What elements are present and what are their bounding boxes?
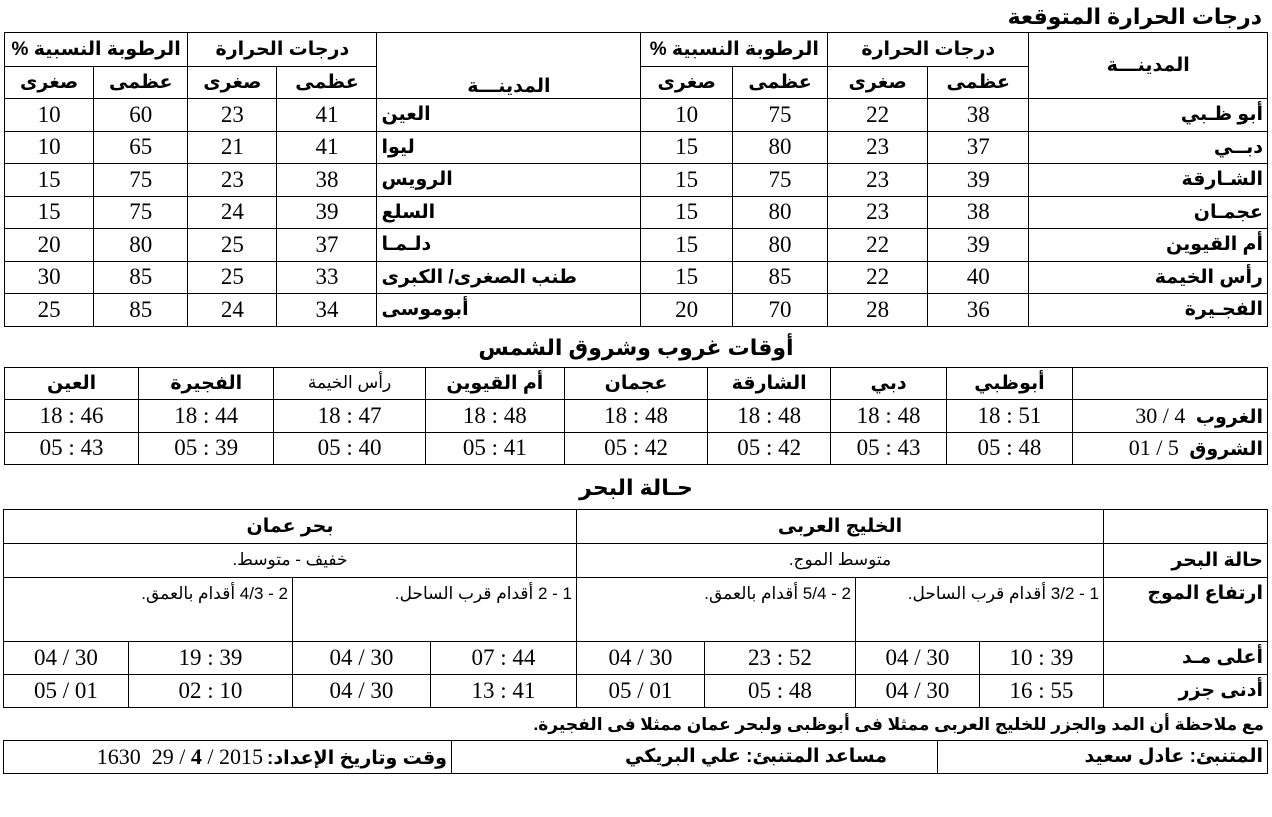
humidity-min: 15 (641, 261, 733, 294)
sun-city-header: أبوظبي (946, 367, 1072, 399)
city-name: دبــي (1029, 131, 1268, 164)
hdr-temp-left: درجات الحرارة (188, 33, 377, 67)
humidity-min: 20 (5, 229, 94, 262)
high-tide-date: 04 / 30 (856, 641, 980, 674)
sunrise-time: 05 : 39 (139, 432, 274, 464)
high-tide-time: 19 : 39 (129, 641, 293, 674)
sunrise-time: 05 : 43 (831, 432, 947, 464)
humidity-max: 80 (732, 131, 827, 164)
city-name: ليوا (377, 131, 641, 164)
hdr-hmin-left: صغرى (5, 67, 94, 99)
hdr-hum-left: الرطوبة النسبية % (5, 33, 188, 67)
humidity-min: 15 (641, 229, 733, 262)
temp-min: 22 (828, 229, 928, 262)
sunset-time: 18 : 48 (564, 399, 707, 432)
humidity-min: 10 (641, 99, 733, 132)
sun-corner (1072, 367, 1267, 399)
humidity-min: 15 (5, 196, 94, 229)
sea-table (3, 509, 1268, 708)
gulf-wave-deep: 2 - 5/4 أقدام بالعمق. (577, 577, 856, 641)
forecast-row (5, 164, 1268, 197)
sunset-time: 18 : 48 (425, 399, 564, 432)
sun-city-header: الشارقة (708, 367, 831, 399)
city-name: السلع (377, 196, 641, 229)
temp-max: 41 (277, 131, 377, 164)
humidity-max: 80 (732, 196, 827, 229)
wave-label: ارتفاع الموج (1104, 577, 1268, 641)
sunset-time: 18 : 47 (274, 399, 425, 432)
oman-wave-near: 1 - 2 أقدام قرب الساحل. (293, 577, 577, 641)
sun-city-header: عجمان (564, 367, 707, 399)
city-name: أبو ظـبي (1029, 99, 1268, 132)
sun-city-header: العين (5, 367, 139, 399)
sea-corner (1104, 509, 1268, 543)
gulf-state: متوسط الموج. (577, 543, 1104, 577)
hdr-city-right: المدينـــة (1029, 33, 1268, 99)
humidity-min: 15 (641, 164, 733, 197)
sunset-label-cell (1072, 399, 1267, 432)
humidity-max: 75 (94, 196, 188, 229)
temp-max: 37 (928, 131, 1029, 164)
tide-note: مع ملاحظة أن المد والجزر للخليج العربى ممثلا فى أبوظبى ولبحر عمان ممثلا فى الفجيرة. (533, 714, 1264, 734)
temp-max: 40 (928, 261, 1029, 294)
high-tide-date: 04 / 30 (293, 641, 431, 674)
low-tide-time: 05 : 48 (705, 674, 856, 707)
sun-city-header: رأس الخيمة (274, 367, 425, 399)
city-name: أبوموسى (377, 294, 641, 327)
hdr-tmin-right: صغرى (828, 67, 928, 99)
prep-cell (4, 740, 452, 773)
hdr-hmax-right: عظمى (732, 67, 827, 99)
temp-max: 38 (928, 196, 1029, 229)
forecast-table (4, 32, 1268, 327)
humidity-min: 15 (641, 196, 733, 229)
low-tide-date: 04 / 30 (293, 674, 431, 707)
prep-label: وقت وتاريخ الإعداد: (267, 747, 447, 769)
forecast-row (5, 261, 1268, 294)
forecast-row (5, 294, 1268, 327)
temp-max: 38 (928, 99, 1029, 132)
low-tide-date: 05 / 01 (4, 674, 129, 707)
footer-table (3, 740, 1268, 774)
hdr-tmax-right: عظمى (928, 67, 1029, 99)
sunset-time: 18 : 48 (708, 399, 831, 432)
sea-oman-header: بحر عمان (4, 509, 577, 543)
city-name: عجمـان (1029, 196, 1268, 229)
low-tide-date: 04 / 30 (856, 674, 980, 707)
high-tide-date: 04 / 30 (4, 641, 129, 674)
humidity-max: 75 (732, 99, 827, 132)
hdr-hmin-right: صغرى (641, 67, 733, 99)
forecast-row (5, 131, 1268, 164)
city-name: الشـارقة (1029, 164, 1268, 197)
humidity-min: 10 (5, 99, 94, 132)
temp-max: 33 (277, 261, 377, 294)
city-name: رأس الخيمة (1029, 261, 1268, 294)
temp-max: 37 (277, 229, 377, 262)
assistant-forecaster: مساعد المتنبئ: علي البريكي (452, 740, 938, 773)
humidity-max: 75 (94, 164, 188, 197)
humidity-max: 80 (732, 229, 827, 262)
gulf-wave-near: 1 - 3/2 أقدام قرب الساحل. (856, 577, 1104, 641)
forecast-row (5, 229, 1268, 262)
temp-max: 39 (928, 164, 1029, 197)
oman-wave-deep: 2 - 4/3 أقدام بالعمق. (4, 577, 293, 641)
temp-min: 28 (828, 294, 928, 327)
low-tide-time: 16 : 55 (980, 674, 1104, 707)
sun-city-header: دبي (831, 367, 947, 399)
temp-min: 22 (828, 261, 928, 294)
high-tide-date: 04 / 30 (577, 641, 705, 674)
hdr-tmin-left: صغرى (188, 67, 277, 99)
prep-year: 2015 (219, 743, 264, 769)
sea-title: حـالة البحر (579, 474, 693, 500)
sunrise-label: الشروق (1189, 439, 1263, 460)
hdr-temp-right: درجات الحرارة (828, 33, 1029, 67)
sunrise-time: 05 : 42 (708, 432, 831, 464)
temp-max: 39 (277, 196, 377, 229)
sun-table (4, 367, 1268, 465)
high-tide-time: 07 : 44 (431, 641, 577, 674)
humidity-max: 85 (94, 294, 188, 327)
forecast-title: درجات الحرارة المتوقعة (1007, 4, 1262, 29)
prep-time: 1630 (96, 743, 141, 769)
humidity-max: 85 (94, 261, 188, 294)
sunset-time: 18 : 51 (946, 399, 1072, 432)
temp-max: 34 (277, 294, 377, 327)
humidity-min: 20 (641, 294, 733, 327)
hdr-city-left: المدينـــة (377, 33, 641, 99)
low-tide-label: أدنى جزر (1104, 674, 1268, 707)
sunset-time: 18 : 48 (831, 399, 947, 432)
humidity-max: 70 (732, 294, 827, 327)
high-tide-time: 23 : 52 (705, 641, 856, 674)
hdr-tmax-left: عظمى (277, 67, 377, 99)
temp-max: 38 (277, 164, 377, 197)
humidity-max: 75 (732, 164, 827, 197)
high-tide-time: 10 : 39 (980, 641, 1104, 674)
sunset-time: 18 : 44 (139, 399, 274, 432)
city-name: دلـمـا (377, 229, 641, 262)
temp-min: 23 (828, 196, 928, 229)
humidity-max: 65 (94, 131, 188, 164)
humidity-min: 10 (5, 131, 94, 164)
sunrise-time: 05 : 42 (564, 432, 707, 464)
sunset-label: الغروب (1195, 406, 1263, 428)
sunrise-time: 05 : 43 (5, 432, 139, 464)
temp-min: 23 (828, 131, 928, 164)
hdr-hmax-left: عظمى (94, 67, 188, 99)
temp-max: 36 (928, 294, 1029, 327)
forecast-row (5, 99, 1268, 132)
humidity-min: 15 (5, 164, 94, 197)
temp-max: 39 (928, 229, 1029, 262)
forecaster: المتنبئ: عادل سعيد (938, 740, 1268, 773)
hdr-hum-right: الرطوبة النسبية % (641, 33, 828, 67)
temp-min: 21 (188, 131, 277, 164)
city-name: الفجـيرة (1029, 294, 1268, 327)
sea-state-label: حالة البحر (1104, 543, 1268, 577)
sun-title: أوقات غروب وشروق الشمس (478, 334, 794, 360)
forecast-row (5, 196, 1268, 229)
temp-min: 23 (828, 164, 928, 197)
sunset-date: 30 / 4 (1135, 402, 1186, 428)
sunset-time: 18 : 46 (5, 399, 139, 432)
humidity-min: 30 (5, 261, 94, 294)
prep-month: 4 (190, 743, 202, 769)
temp-min: 22 (828, 99, 928, 132)
humidity-max: 60 (94, 99, 188, 132)
city-name: أم القيوين (1029, 229, 1268, 262)
sunrise-time: 05 : 48 (946, 432, 1072, 464)
sun-city-header: أم القيوين (425, 367, 564, 399)
sunrise-label-cell (1072, 432, 1267, 464)
humidity-min: 15 (641, 131, 733, 164)
prep-day: 29 (151, 743, 174, 769)
temp-min: 24 (188, 294, 277, 327)
sun-city-header: الفجيرة (139, 367, 274, 399)
temp-min: 25 (188, 229, 277, 262)
low-tide-date: 05 / 01 (577, 674, 705, 707)
temp-min: 25 (188, 261, 277, 294)
humidity-max: 80 (94, 229, 188, 262)
low-tide-time: 02 : 10 (129, 674, 293, 707)
sea-gulf-header: الخليج العربى (577, 509, 1104, 543)
city-name: الرويس (377, 164, 641, 197)
prep-datetime: 1630 29 / 4 / 2015 (96, 743, 264, 769)
sunrise-time: 05 : 40 (274, 432, 425, 464)
oman-state: خفيف - متوسط. (4, 543, 577, 577)
city-name: طنب الصغرى/ الكبرى (377, 261, 641, 294)
temp-max: 41 (277, 99, 377, 132)
high-tide-label: أعلى مـد (1104, 641, 1268, 674)
temp-min: 23 (188, 99, 277, 132)
sunrise-time: 05 : 41 (425, 432, 564, 464)
temp-min: 24 (188, 196, 277, 229)
humidity-max: 85 (732, 261, 827, 294)
city-name: العين (377, 99, 641, 132)
temp-min: 23 (188, 164, 277, 197)
sunrise-date: 01 / 5 (1128, 435, 1179, 460)
low-tide-time: 13 : 41 (431, 674, 577, 707)
humidity-min: 25 (5, 294, 94, 327)
